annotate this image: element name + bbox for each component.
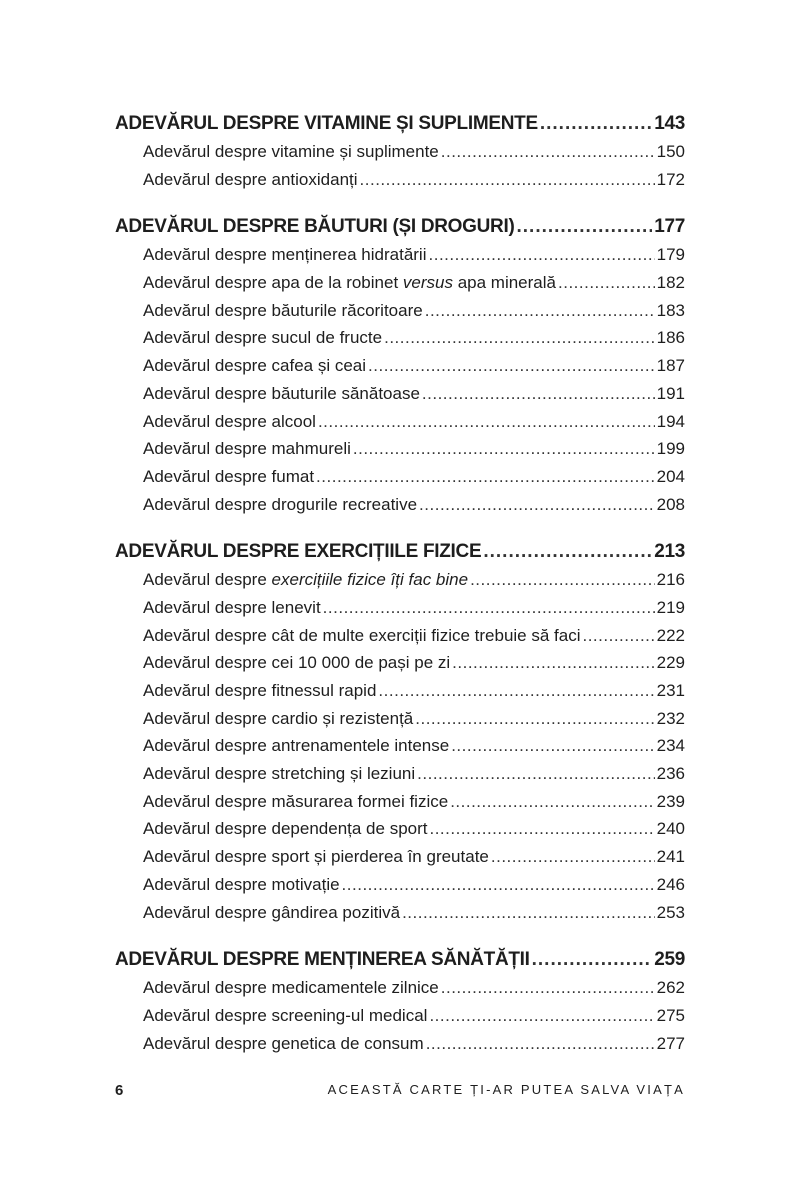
- toc-entry: [115, 760, 685, 788]
- toc-entry: [115, 324, 685, 352]
- entry-title: [143, 622, 580, 650]
- entry-title: [143, 788, 448, 816]
- entry-page-number: 186: [656, 328, 685, 348]
- section-title: ADEVĂRUL DESPRE VITAMINE ȘI SUPLIMENTE: [115, 113, 538, 134]
- toc-entry: [115, 566, 685, 594]
- dot-leader: [429, 1002, 654, 1030]
- toc-section: [115, 946, 685, 1057]
- entry-title-text: Adevărul despre: [143, 570, 272, 590]
- dot-leader: [532, 946, 653, 974]
- entry-page-number: 187: [656, 356, 685, 376]
- toc-entry: [115, 732, 685, 760]
- entry-title-text: Adevărul despre vitamine și suplimente: [143, 142, 439, 161]
- toc-entry: [115, 788, 685, 816]
- entry-title-text: Adevărul despre alcool: [143, 411, 316, 431]
- dot-leader: [378, 677, 654, 705]
- dot-leader: [360, 166, 655, 194]
- entry-title-text: Adevărul despre medicamentele zilnice: [143, 978, 439, 998]
- entry-page-number: 208: [656, 494, 685, 514]
- entry-title-text: Adevărul despre gândirea pozitivă: [143, 902, 401, 922]
- dot-leader: [417, 760, 654, 788]
- entry-title-text: Adevărul despre dependența de sport: [143, 819, 428, 839]
- entry-page-number: 183: [656, 300, 685, 320]
- entry-title: [143, 166, 358, 194]
- entry-title: [143, 408, 316, 436]
- section-page-number: 213: [654, 541, 685, 563]
- entry-page-number: 234: [656, 736, 685, 756]
- toc-entry: [115, 380, 685, 408]
- entry-page-number: 262: [656, 978, 685, 998]
- entry-title: [143, 269, 556, 297]
- entry-title-text: Adevărul despre cei 10 000 de pași pe zi: [143, 653, 451, 673]
- entry-title-text: Adevărul despre antrenamentele intense: [143, 736, 450, 756]
- dot-leader: [323, 594, 655, 622]
- dot-leader: [540, 110, 652, 138]
- dot-leader: [441, 974, 655, 1002]
- section-title: ADEVĂRUL DESPRE BĂUTURI (ȘI DROGURI): [115, 216, 515, 238]
- entry-title: [143, 815, 427, 843]
- section-heading: [115, 538, 685, 566]
- entry-title: [143, 871, 340, 899]
- entry-title-text: Adevărul despre motivație: [143, 874, 340, 894]
- dot-leader: [316, 463, 655, 491]
- section-page-number: 259: [654, 949, 685, 971]
- entry-page-number: 240: [656, 819, 685, 839]
- toc-entry: [115, 269, 685, 297]
- entry-title-text: Adevărul despre băuturile răcoritoare: [143, 300, 423, 320]
- entry-page-number: 172: [656, 169, 685, 189]
- entry-title-text: Adevărul despre cardio și rezistență: [143, 708, 414, 728]
- entry-page-number: 222: [656, 625, 685, 645]
- dot-leader: [429, 241, 655, 269]
- section-heading: [115, 110, 685, 138]
- dot-leader: [342, 871, 655, 899]
- entry-page-number: 253: [656, 902, 685, 922]
- entry-title: [143, 352, 366, 380]
- entry-page-number: 194: [656, 411, 685, 431]
- dot-leader: [426, 1030, 655, 1058]
- entry-title: [143, 435, 351, 463]
- entry-title: [143, 677, 376, 705]
- toc-entry: [115, 463, 685, 491]
- entry-title-text: Adevărul despre stretching și leziuni: [143, 764, 416, 784]
- entry-page-number: 277: [656, 1033, 685, 1053]
- section-heading: [115, 213, 685, 241]
- toc-entry: [115, 899, 685, 927]
- entry-title-text: Adevărul despre măsurarea formei fizice: [143, 791, 449, 811]
- toc-entry: [115, 1030, 685, 1058]
- section-title: ADEVĂRUL DESPRE MENȚINEREA SĂNĂTĂȚII: [115, 949, 530, 971]
- entry-title-text: Adevărul despre antioxidanți: [143, 169, 358, 189]
- entry-title: [143, 297, 423, 325]
- toc-entry: [115, 974, 685, 1002]
- toc-entry: [115, 435, 685, 463]
- entry-title: [143, 324, 382, 352]
- entry-page-number: 241: [656, 847, 685, 867]
- toc-section: [115, 213, 685, 518]
- entry-page-number: 216: [656, 570, 685, 590]
- toc-entry: [115, 352, 685, 380]
- entry-title: [143, 1002, 427, 1030]
- entry-title-text: Adevărul despre apa de la robinet: [143, 273, 403, 293]
- toc-entry: [115, 408, 685, 436]
- dot-leader: [483, 538, 652, 566]
- entry-title: [143, 380, 420, 408]
- dot-leader: [368, 352, 655, 380]
- dot-leader: [470, 566, 655, 594]
- entry-title-text: Adevărul despre screening-ul medical: [143, 1005, 428, 1025]
- dot-leader: [491, 843, 655, 871]
- entry-title: [143, 760, 415, 788]
- toc-entry: [115, 871, 685, 899]
- toc-entry: [115, 677, 685, 705]
- toc-section: [115, 110, 685, 193]
- dot-leader: [451, 732, 654, 760]
- entry-title: [143, 566, 468, 594]
- toc-entry: [115, 166, 685, 194]
- section-page-number: 143: [654, 113, 685, 134]
- dot-leader: [425, 297, 655, 325]
- entry-title-text: Adevărul despre băuturile sănătoase: [143, 383, 420, 403]
- entry-page-number: 182: [656, 273, 685, 293]
- toc-entry: [115, 705, 685, 733]
- entry-title: [143, 843, 489, 871]
- entry-page-number: 231: [656, 681, 685, 700]
- dot-leader: [558, 269, 655, 297]
- toc-entry: [115, 1002, 685, 1030]
- dot-leader: [419, 491, 655, 519]
- dot-leader: [422, 380, 655, 408]
- entry-title-text: Adevărul despre sport și pierderea în greutate: [143, 847, 489, 867]
- entry-title-italic: versus: [402, 273, 453, 293]
- entry-title: [143, 899, 400, 927]
- toc-section: [115, 538, 685, 926]
- dot-leader: [318, 408, 655, 436]
- dot-leader: [353, 435, 655, 463]
- entry-page-number: 236: [656, 764, 685, 784]
- entry-title: [143, 241, 427, 269]
- entry-title: [143, 1030, 424, 1058]
- entry-title-text: Adevărul despre fitnessul rapid: [143, 681, 377, 700]
- toc-entry: [115, 138, 685, 166]
- dot-leader: [415, 705, 654, 733]
- entry-page-number: 204: [656, 466, 685, 486]
- entry-title-text: Adevărul despre sucul de fructe: [143, 328, 383, 348]
- entry-title-text: Adevărul despre mahmureli: [143, 439, 351, 459]
- entry-title: [143, 732, 449, 760]
- section-page-number: 177: [654, 216, 685, 238]
- dot-leader: [441, 138, 655, 166]
- toc-entry: [115, 843, 685, 871]
- entry-page-number: 246: [656, 874, 685, 894]
- page-footer: [115, 1082, 685, 1106]
- toc-entry: [115, 491, 685, 519]
- entry-page-number: 179: [656, 245, 685, 265]
- entry-title: [143, 705, 413, 733]
- entry-title: [143, 594, 321, 622]
- toc-entry: [115, 241, 685, 269]
- entry-title-italic: exercițiile fizice îți fac bine: [271, 570, 469, 590]
- toc-entry: [115, 622, 685, 650]
- toc-entry: [115, 594, 685, 622]
- toc-entry: [115, 297, 685, 325]
- dot-leader: [516, 213, 652, 241]
- entry-title: [143, 974, 439, 1002]
- dot-leader: [582, 622, 654, 650]
- entry-title-text: Adevărul despre lenevit: [143, 597, 321, 617]
- entry-title-text: Adevărul despre drogurile recreative: [143, 494, 418, 514]
- entry-title: [143, 491, 417, 519]
- entry-title-text: Adevărul despre fumat: [143, 466, 315, 486]
- entry-page-number: 191: [656, 383, 685, 403]
- entry-title-text: Adevărul despre cât de multe exerciții fizice trebuie să faci: [143, 625, 581, 645]
- entry-title: [143, 463, 314, 491]
- entry-page-number: 199: [656, 439, 685, 459]
- section-title: ADEVĂRUL DESPRE EXERCIȚIILE FIZICE: [115, 541, 482, 563]
- dot-leader: [402, 899, 655, 927]
- dot-leader: [429, 815, 654, 843]
- section-heading: [115, 946, 685, 974]
- table-of-contents: [115, 110, 685, 1057]
- dot-leader: [384, 324, 655, 352]
- page-number: 6: [115, 1082, 124, 1099]
- entry-page-number: 239: [656, 791, 685, 811]
- dot-leader: [452, 649, 654, 677]
- dot-leader: [450, 788, 654, 816]
- entry-page-number: 232: [656, 708, 685, 728]
- entry-title: [143, 138, 439, 166]
- entry-page-number: 150: [656, 142, 685, 161]
- entry-title-text: Adevărul despre menținerea hidratării: [143, 245, 427, 265]
- toc-entry: [115, 815, 685, 843]
- entry-page-number: 219: [656, 597, 685, 617]
- entry-title-text: Adevărul despre genetica de consum: [143, 1033, 424, 1053]
- entry-page-number: 229: [656, 653, 685, 673]
- entry-title-text: Adevărul despre cafea și ceai: [143, 356, 367, 376]
- entry-title-text-end: apa minerală: [452, 273, 556, 293]
- running-title: ACEASTĂ CARTE ȚI-AR PUTEA SALVA VIAȚA: [327, 1082, 685, 1097]
- entry-page-number: 275: [656, 1005, 685, 1025]
- entry-title: [143, 649, 450, 677]
- toc-entry: [115, 649, 685, 677]
